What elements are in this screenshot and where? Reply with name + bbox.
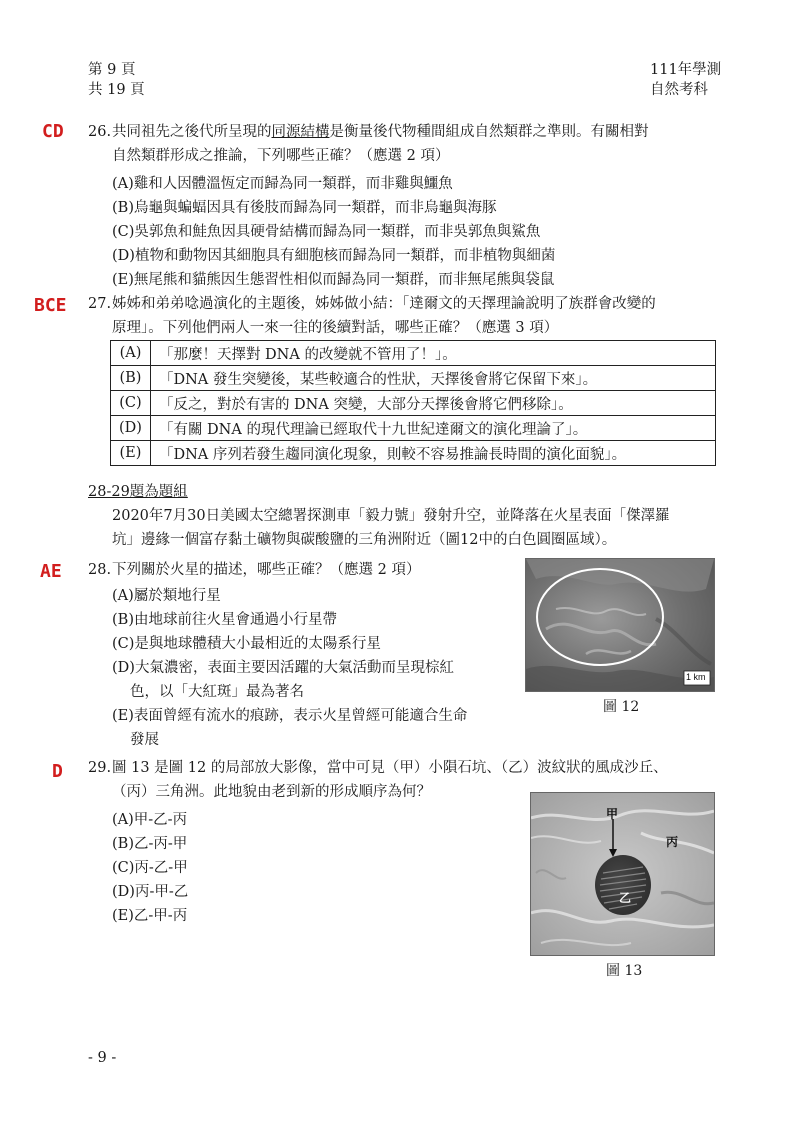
q26-text-pre: 共同祖先之後代所呈現的 [112, 124, 272, 140]
table-row [111, 416, 716, 441]
q29-option-a: (A)甲-乙-丙 [112, 812, 188, 828]
q27-question-line2: 原理」。下列他們兩人一來一往的後續對話，哪些正確？（應選 3 項） [112, 320, 559, 336]
q27-row-e-label: (E) [111, 441, 151, 466]
figure-12-caption: 圖 12 [603, 699, 640, 715]
q28-option-c: (C)是與地球體積大小最相近的太陽系行星 [112, 636, 381, 652]
q28-option-e: (E)表面曾經有流水的痕跡，表示火星曾經可能適合生命 [112, 708, 468, 724]
q26-answer: CD [42, 121, 64, 142]
figure-12-image [525, 558, 715, 692]
q28-question: 下列關於火星的描述，哪些正確？（應選 2 項） [112, 562, 421, 578]
figure-13-label-bing: 丙 [666, 835, 679, 849]
header-subject: 自然考科 [650, 82, 708, 98]
group-intro-line2: 坑」邊緣一個富存黏土礦物與碳酸鹽的三角洲附近（圖12中的白色圓圈區域）。 [112, 532, 617, 548]
figure-13-label-yi: 乙 [619, 891, 632, 905]
q29-question-line1: 圖 13 是圖 12 的局部放大影像，當中可見（甲）小隕石坑、（乙）波紋狀的風成沙丘、 [112, 760, 668, 776]
footer-page-number: - 9 - [88, 1050, 117, 1066]
q28-option-d-cont: 色，以「大紅斑」最為著名 [130, 684, 304, 700]
q26-option-b: (B)烏龜與蝙蝠因具有後肢而歸為同一類群，而非烏龜與海豚 [112, 200, 497, 216]
header-page-number: 第 9 頁 [88, 62, 136, 78]
q26-number: 26. [88, 124, 112, 140]
q29-option-d: (D)丙-甲-乙 [112, 884, 189, 900]
q26-question-line2: 自然類群形成之推論，下列哪些正確？（應選 2 項） [112, 148, 450, 164]
q27-options-table [110, 340, 716, 466]
q26-text-post: 是衡量後代物種間組成自然類群之準則。有關相對 [329, 124, 649, 140]
q26-option-e: (E)無尾熊和貓熊因生態習性相似而歸為同一類群，而非無尾熊與袋鼠 [112, 272, 555, 288]
q27-row-a-label: (A) [111, 341, 151, 366]
q27-row-b-label: (B) [111, 366, 151, 391]
q28-option-d: (D)大氣濃密，表面主要因活躍的大氣活動而呈現棕紅 [112, 660, 454, 676]
q29-option-b: (B)乙-丙-甲 [112, 836, 188, 852]
q27-question-line1: 姊姊和弟弟唸過演化的主題後，姊姊做小結：「達爾文的天擇理論說明了族群會改變的 [112, 296, 656, 312]
figure-13-caption: 圖 13 [606, 963, 643, 979]
q28-answer: AE [40, 561, 62, 582]
q27-row-d-text: 「有關 DNA 的現代理論已經取代十九世紀達爾文的演化理論了」。 [150, 416, 715, 441]
q29-option-c: (C)丙-乙-甲 [112, 860, 188, 876]
q28-option-e-cont: 發展 [130, 732, 159, 748]
q29-answer: D [52, 761, 63, 782]
q27-row-b-text: 「DNA 發生突變後，某些較適合的性狀，天擇後會將它保留下來」。 [150, 366, 715, 391]
table-row [111, 341, 716, 366]
q27-row-a-text: 「那麼！天擇對 DNA 的改變就不管用了！」。 [150, 341, 715, 366]
q26-question [112, 120, 649, 144]
group-intro-line1: 2020年7月30日美國太空總署探測車「毅力號」發射升空，並降落在火星表面「傑澤羅 [112, 508, 670, 524]
q27-row-c-label: (C) [111, 391, 151, 416]
q29-number: 29. [88, 760, 112, 776]
q27-row-e-text: 「DNA 序列若發生趨同演化現象，則較不容易推論長時間的演化面貌」。 [150, 441, 715, 466]
q29-question-line2: （丙）三角洲。此地貌由老到新的形成順序為何？ [112, 784, 431, 800]
q27-answer: BCE [34, 295, 67, 316]
mars-crater-closeup-photo [531, 793, 714, 955]
q26-option-d: (D)植物和動物因其細胞具有細胞核而歸為同一類群，而非植物與細菌 [112, 248, 556, 264]
header-page-total: 共 19 頁 [88, 82, 145, 98]
q27-row-c-text: 「反之，對於有害的 DNA 突變，大部分天擇後會將它們移除」。 [150, 391, 715, 416]
figure-13-image [530, 792, 715, 956]
figure-12-scale: 1 km [686, 672, 706, 682]
q29-option-e: (E)乙-甲-丙 [112, 908, 188, 924]
q27-number: 27. [88, 296, 112, 312]
table-row [111, 366, 716, 391]
table-row [111, 391, 716, 416]
group-heading: 28-29題為題組 [88, 484, 188, 500]
table-row [111, 441, 716, 466]
q26-text-underlined: 同源結構 [271, 124, 330, 140]
q28-option-a: (A)屬於類地行星 [112, 588, 221, 604]
q27-row-d-label: (D) [111, 416, 151, 441]
header-exam: 111年學測 [650, 62, 722, 78]
figure-13-label-jia: 甲 [606, 807, 619, 821]
q28-option-b: (B)由地球前往火星會通過小行星帶 [112, 612, 337, 628]
q28-number: 28. [88, 562, 112, 578]
q26-option-a: (A)雞和人因體溫恆定而歸為同一類群，而非雞與鱷魚 [112, 176, 453, 192]
q26-option-c: (C)吳郭魚和鮭魚因具硬骨結構而歸為同一類群，而非吳郭魚與鯊魚 [112, 224, 541, 240]
